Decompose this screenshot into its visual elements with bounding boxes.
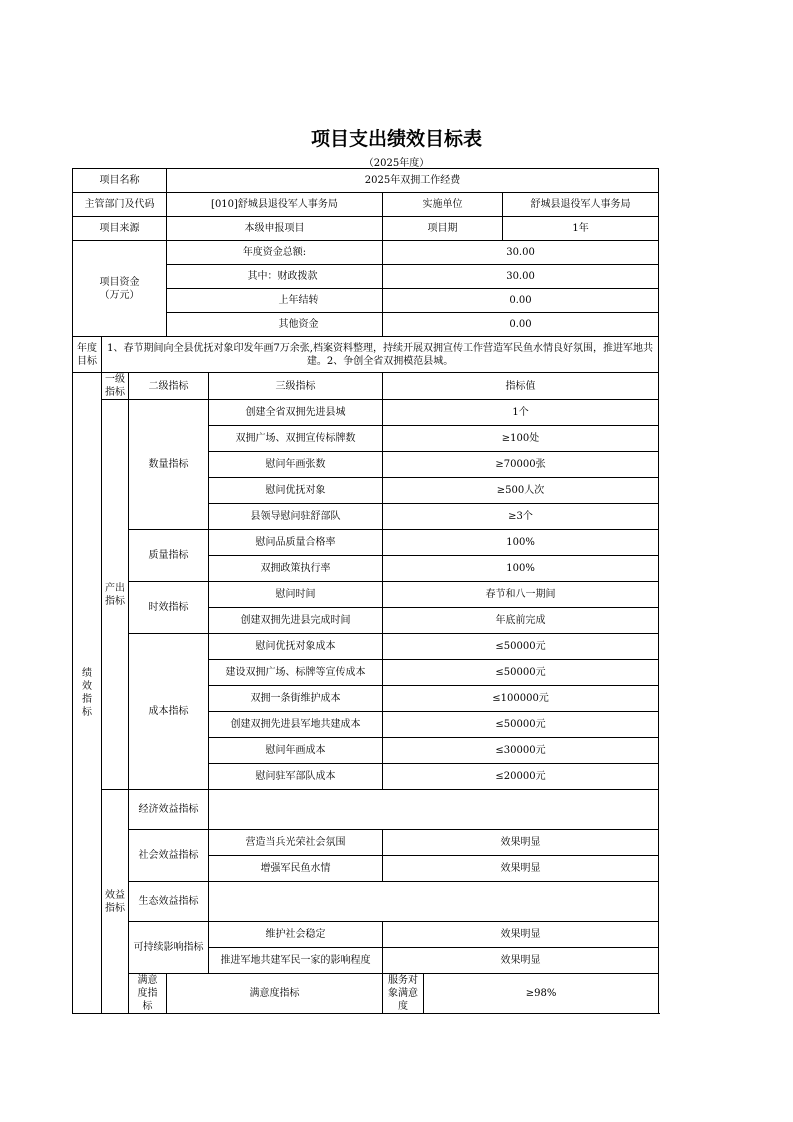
indicator-name: 慰问年画成本 bbox=[209, 738, 383, 764]
sustainable-label: 可持续影响指标 bbox=[129, 922, 209, 974]
year-label: （2025年度） bbox=[363, 158, 430, 169]
goal-label-line1: 年度 bbox=[77, 342, 97, 354]
indicator-name: 慰问时间 bbox=[209, 582, 383, 608]
row-ecological bbox=[73, 882, 659, 922]
satisfaction-label-line2: 度指 bbox=[137, 988, 158, 999]
economic-label: 经济效益指标 bbox=[129, 790, 209, 830]
perf-outer-label bbox=[73, 373, 102, 1014]
indicator-name: 创建双拥先进县军地共建成本 bbox=[209, 712, 383, 738]
project-name-label: 项目名称 bbox=[73, 169, 167, 193]
indicator-name: 慰问优抚对象成本 bbox=[209, 634, 383, 660]
indicator-value-empty bbox=[383, 790, 659, 830]
indicator-name-empty bbox=[209, 790, 383, 830]
timeliness-label: 时效指标 bbox=[129, 582, 209, 634]
row-project-name bbox=[73, 169, 659, 193]
satisfaction-label: 满意度指标 bbox=[167, 974, 383, 1014]
benefit-label bbox=[102, 790, 129, 1014]
indicator-name: 慰问年画张数 bbox=[209, 452, 383, 478]
indicator-name: 慰问品质量合格率 bbox=[209, 530, 383, 556]
project-name-value: 2025年双拥工作经费 bbox=[167, 169, 659, 193]
satisfaction-level1-label bbox=[129, 974, 167, 1014]
level2-header: 二级指标 bbox=[129, 373, 209, 400]
indicator-name: 创建全省双拥先进县城 bbox=[209, 400, 383, 426]
indicator-value: 春节和八一期间 bbox=[383, 582, 659, 608]
indicator-name: 慰问驻军部队成本 bbox=[209, 764, 383, 790]
goal-label-line2: 目标 bbox=[77, 355, 97, 367]
level1-header-line2: 指标 bbox=[105, 387, 125, 398]
indicator-value: ≥3个 bbox=[383, 504, 659, 530]
row-economic bbox=[73, 790, 659, 830]
indicator-value: ≥70000张 bbox=[383, 452, 659, 478]
funds-label-line1: 项目资金 bbox=[99, 276, 140, 288]
satisfaction-label-line1: 满意 bbox=[137, 975, 158, 986]
funds-row-label: 上年结转 bbox=[167, 289, 383, 313]
perf-outer-char: 绩 bbox=[82, 668, 92, 679]
indicator-value: 1个 bbox=[383, 400, 659, 426]
indicator-value: ≤50000元 bbox=[383, 660, 659, 686]
indicator-value: ≤20000元 bbox=[383, 764, 659, 790]
perf-outer-char: 标 bbox=[82, 707, 92, 718]
row-source bbox=[73, 217, 659, 241]
row-satisfaction bbox=[73, 974, 659, 1014]
funds-row-value: 30.00 bbox=[383, 241, 659, 265]
indicator-name: 双拥政策执行率 bbox=[209, 556, 383, 582]
funds-row-label: 其他资金 bbox=[167, 313, 383, 337]
dept-value: [010]舒城县退役军人事务局 bbox=[167, 193, 383, 217]
indicator-value: 效果明显 bbox=[383, 948, 659, 974]
period-label: 项目期 bbox=[383, 217, 503, 241]
perf-outer-char: 指 bbox=[82, 694, 92, 705]
row-social-1 bbox=[73, 830, 659, 856]
indicator-value: ≥98% bbox=[424, 974, 659, 1014]
indicator-value: 效果明显 bbox=[383, 856, 659, 882]
indicator-name: 县领导慰问驻舒部队 bbox=[209, 504, 383, 530]
row-quantity-1 bbox=[73, 400, 659, 426]
impl-label: 实施单位 bbox=[383, 193, 503, 217]
indicator-name: 慰问优抚对象 bbox=[209, 478, 383, 504]
source-label: 项目来源 bbox=[73, 217, 167, 241]
indicator-name: 营造当兵光荣社会氛围 bbox=[209, 830, 383, 856]
funds-row-label: 其中：财政拨款 bbox=[167, 265, 383, 289]
source-value: 本级申报项目 bbox=[167, 217, 383, 241]
row-department bbox=[73, 193, 659, 217]
indicator-value-empty bbox=[383, 882, 659, 922]
cost-label: 成本指标 bbox=[129, 634, 209, 790]
quantity-label: 数量指标 bbox=[129, 400, 209, 530]
row-funds-total bbox=[73, 241, 659, 265]
quality-label: 质量指标 bbox=[129, 530, 209, 582]
funds-label bbox=[73, 241, 167, 337]
indicator-name: 维护社会稳定 bbox=[209, 922, 383, 948]
row-annual-goal bbox=[73, 337, 659, 373]
benefit-label-line1: 效益 bbox=[105, 889, 125, 901]
indicator-value: ≥100处 bbox=[383, 426, 659, 452]
impl-value: 舒城县退役军人事务局 bbox=[503, 193, 659, 217]
performance-target-table bbox=[72, 168, 659, 1014]
level3-header: 三级指标 bbox=[209, 373, 383, 400]
indicator-name: 双拥一条街维护成本 bbox=[209, 686, 383, 712]
goal-label bbox=[73, 337, 102, 373]
row-timeliness-1 bbox=[73, 582, 659, 608]
level1-header bbox=[102, 373, 129, 400]
indicator-value: ≥500人次 bbox=[383, 478, 659, 504]
indicator-value: 100% bbox=[383, 556, 659, 582]
output-label-line2: 指标 bbox=[105, 595, 125, 607]
level1-header-line1: 一级 bbox=[105, 374, 125, 385]
funds-label-line2: （万元） bbox=[99, 289, 140, 301]
funds-row-value: 30.00 bbox=[383, 265, 659, 289]
funds-row-value: 0.00 bbox=[383, 313, 659, 337]
indicator-name: 服务对象满意度 bbox=[383, 974, 424, 1014]
indicator-value: 效果明显 bbox=[383, 830, 659, 856]
indicator-name: 创建双拥先进县完成时间 bbox=[209, 608, 383, 634]
row-quality-1 bbox=[73, 530, 659, 556]
period-value: 1年 bbox=[503, 217, 659, 241]
row-sustainable-1 bbox=[73, 922, 659, 948]
indicator-name: 双拥广场、双拥宣传标牌数 bbox=[209, 426, 383, 452]
dept-label: 主管部门及代码 bbox=[73, 193, 167, 217]
row-perf-header bbox=[73, 373, 659, 400]
document-title: 项目支出绩效目标表 bbox=[310, 128, 482, 150]
benefit-label-line2: 指标 bbox=[105, 902, 125, 914]
ecological-label: 生态效益指标 bbox=[129, 882, 209, 922]
indicator-value: ≤30000元 bbox=[383, 738, 659, 764]
satisfaction-label-line3: 标 bbox=[142, 1001, 153, 1012]
funds-row-label: 年度资金总额: bbox=[167, 241, 383, 265]
indicator-value: ≤50000元 bbox=[383, 712, 659, 738]
indicator-name: 建设双拥广场、标牌等宣传成本 bbox=[209, 660, 383, 686]
funds-row-value: 0.00 bbox=[383, 289, 659, 313]
output-label bbox=[102, 400, 129, 790]
perf-outer-char: 效 bbox=[82, 681, 92, 692]
indicator-value: ≤100000元 bbox=[383, 686, 659, 712]
goal-text: 1、春节期间向全县优抚对象印发年画7万余张,档案资料整理，持续开展双拥宣传工作营造军民鱼水情良好氛围，推进军地共建。2、争创全省双拥模范县城。 bbox=[102, 337, 659, 373]
indicator-name-empty bbox=[209, 882, 383, 922]
row-cost-1 bbox=[73, 634, 659, 660]
indicator-value: 年底前完成 bbox=[383, 608, 659, 634]
indicator-value: ≤50000元 bbox=[383, 634, 659, 660]
value-header: 指标值 bbox=[383, 373, 659, 400]
indicator-value: 效果明显 bbox=[383, 922, 659, 948]
indicator-value: 100% bbox=[383, 530, 659, 556]
indicator-name: 推进军地共建军民一家的影响程度 bbox=[209, 948, 383, 974]
indicator-name: 增强军民鱼水情 bbox=[209, 856, 383, 882]
output-label-line1: 产出 bbox=[105, 582, 125, 594]
social-label: 社会效益指标 bbox=[129, 830, 209, 882]
